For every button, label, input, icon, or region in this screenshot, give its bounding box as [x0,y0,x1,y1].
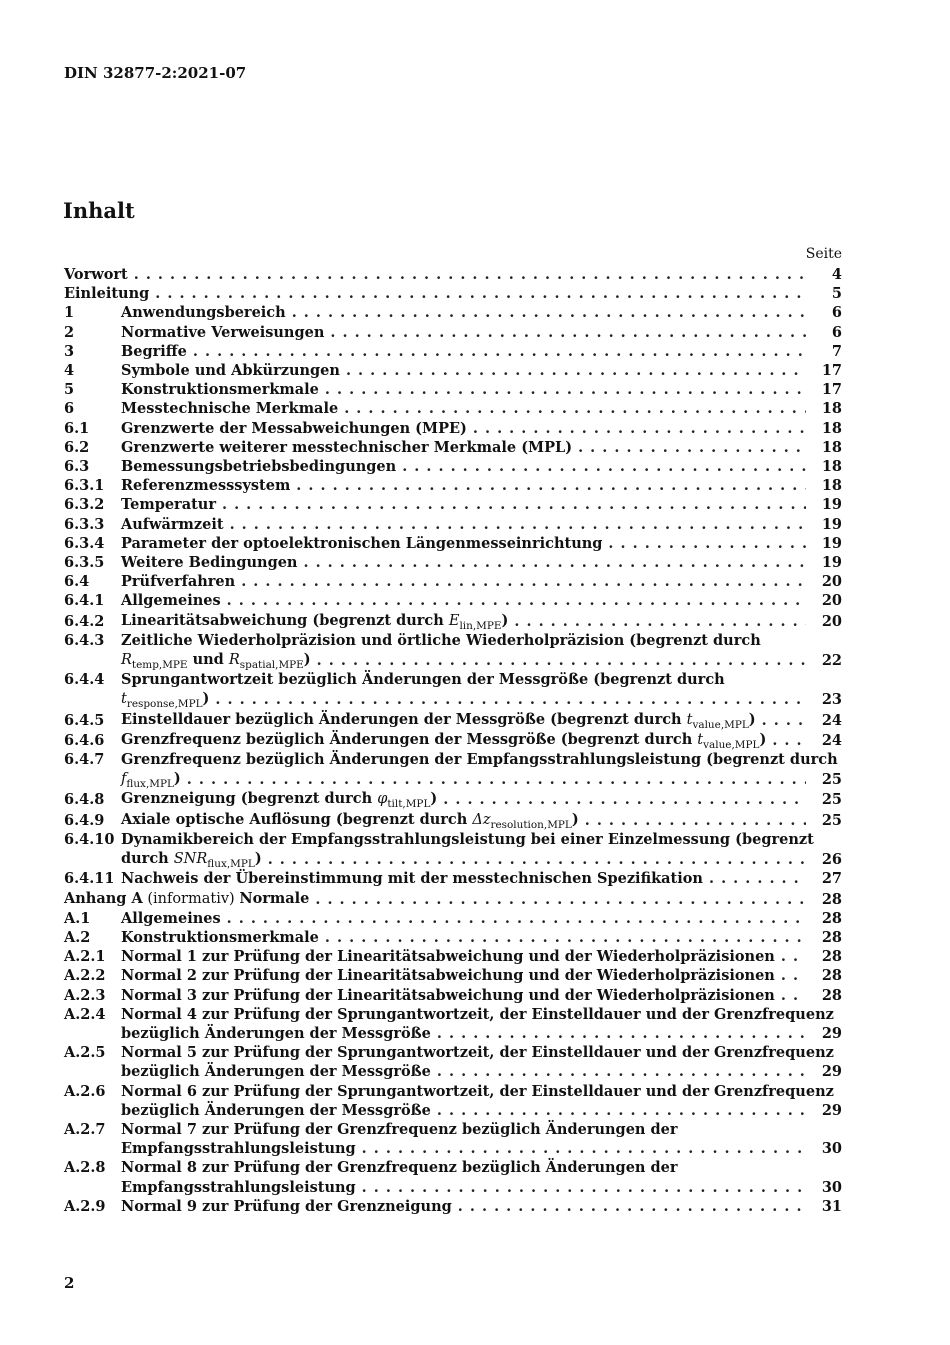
toc-entry-page: 24 [821,711,842,729]
toc-entry[interactable] [64,710,842,730]
toc-entry-page: 20 [821,573,842,591]
page-heading: Inhalt [63,198,135,223]
toc-entry-title: Empfangsstrahlungsleistung [121,1140,356,1158]
toc-entry[interactable] [64,476,842,495]
toc-entry-number: 6.4.1 [64,592,105,610]
table-of-contents [64,265,842,1216]
toc-entry-page: 29 [821,1101,842,1119]
toc-entry[interactable] [64,515,842,534]
toc-entry-title: durch $SNR_{flux,MPL}$) [121,850,262,871]
toc-entry-title: Symbole und Abkürzungen [121,362,340,380]
toc-entry[interactable] [64,810,842,830]
toc-entry-number: A.2.4 [64,1005,106,1023]
toc-entry[interactable] [64,361,842,380]
toc-entry-title-line: Normal 7 zur Prüfung der Grenzfrequenz bezüglich Änderungen der [121,1120,678,1138]
toc-entry-einleitung[interactable] [64,284,842,303]
toc-entry[interactable] [64,966,842,985]
toc-entry-title-line: Normal 6 zur Prüfung der Sprungantwortzeit, der Einstelldauer und der Grenzfrequenz [121,1082,834,1100]
toc-entry-page: 20 [821,612,842,630]
toc-entry-page: 19 [821,534,842,552]
toc-entry-vorwort[interactable] [64,265,842,284]
toc-entry-title: $R_{temp,MPE}$ und $R_{spatial,MPE}$) [121,651,311,672]
toc-entry-title-line: Normal 4 zur Prüfung der Sprungantwortzeit, der Einstelldauer und der Grenzfrequenz [121,1005,834,1023]
toc-entry[interactable] [64,380,842,399]
toc-entry-number: A.2.3 [64,986,106,1004]
toc-entry-page: 7 [831,342,842,360]
toc-entry[interactable] [64,750,842,789]
toc-entry-number: 6.4.11 [64,870,115,888]
toc-entry[interactable] [64,1043,842,1081]
toc-entry-page: 19 [821,496,842,514]
toc-entry-title: Vorwort [64,266,128,283]
toc-entry[interactable] [64,1005,842,1043]
toc-entry-title: Normal 2 zur Prüfung der Linearitätsabweichung und der Wiederholpräzisionen [121,967,775,985]
page-column-label: Seite [805,246,842,262]
toc-entry-page: 22 [821,652,842,670]
toc-entry[interactable] [64,1158,842,1196]
toc-entry-number: 6 [64,400,75,418]
toc-entry[interactable] [64,1197,842,1216]
toc-entry[interactable] [64,670,842,709]
toc-entry-number: 6.4.8 [64,791,105,809]
toc-entry-page: 24 [821,731,842,749]
toc-entry-page: 5 [831,285,842,303]
toc-entry-title: Grenzwerte der Messabweichungen (MPE) [121,419,467,437]
toc-entry-number: 6.3.5 [64,554,105,572]
toc-entry-page: 28 [821,948,842,966]
toc-entry-number: 6.3 [64,458,90,476]
toc-entry-title-line: Dynamikbereich der Empfangsstrahlungsleistung bei einer Einzelmessung (begrenzt [121,830,814,848]
toc-entry[interactable] [64,399,842,418]
toc-entry-number: 6.1 [64,419,90,437]
toc-entry[interactable] [64,591,842,610]
toc-entry-page: 26 [821,851,842,869]
toc-entry-title: Axiale optische Auflösung (begrenzt durch $\Delta z_{resolution,MPL}$) [121,810,579,831]
toc-entry-number: A.2.5 [64,1044,106,1062]
toc-entry[interactable] [64,909,842,928]
toc-entry-page: 18 [821,400,842,418]
toc-entry-title: Normative Verweisungen [121,323,325,341]
toc-entry-page: 19 [821,515,842,533]
toc-entry-title: Linearitätsabweichung (begrenzt durch $E_{lin,MPE}$) [121,611,509,632]
toc-entry-title: Anhang A (informativ) Normale [64,889,310,907]
toc-entry-title-line: Zeitliche Wiederholpräzision und örtliche Wiederholpräzision (begrenzt durch [121,631,761,649]
toc-entry-number: 5 [64,381,75,399]
toc-entry[interactable] [64,1120,842,1158]
toc-entry-page: 29 [821,1024,842,1042]
toc-entry-number: 6.4.2 [64,612,105,630]
toc-entry-title: Begriffe [121,342,187,360]
toc-entry[interactable] [64,323,842,342]
toc-entry-page: 30 [821,1178,842,1196]
toc-entry-title: bezüglich Änderungen der Messgröße [121,1063,431,1081]
toc-entry-title: Parameter der optoelektronischen Längenmesseinrichtung [121,534,603,552]
toc-entry-number: 6.3.4 [64,534,105,552]
toc-entry-title-line: Grenzfrequenz bezüglich Änderungen der Empfangsstrahlungsleistung (begrenzt durch [121,751,838,769]
toc-entry-number: 6.4 [64,573,90,591]
toc-entry-number: 4 [64,362,75,380]
toc-entry[interactable] [64,553,842,572]
toc-entry-title: Nachweis der Übereinstimmung mit der messtechnischen Spezifikation [121,870,703,888]
toc-entry-title: $t_{response,MPL}$) [121,690,210,711]
toc-entry[interactable] [64,631,842,670]
toc-entry-number: 6.4.9 [64,811,105,829]
toc-entry-title: Konstruktionsmerkmale [121,928,319,946]
toc-entry-page: 17 [821,381,842,399]
toc-entry-page: 18 [821,458,842,476]
toc-entry-title: Konstruktionsmerkmale [121,381,319,399]
toc-entry-page: 6 [831,323,842,341]
toc-entry-number: A.2.8 [64,1159,106,1177]
toc-entry-number: 6.4.7 [64,751,105,769]
toc-entry[interactable] [64,572,842,591]
toc-entry[interactable] [64,534,842,553]
toc-entry[interactable] [64,303,842,322]
toc-entry-number: A.2.6 [64,1082,106,1100]
toc-entry-number: 6.4.5 [64,711,105,729]
toc-entry-page: 29 [821,1063,842,1081]
toc-entry-title: Grenzwerte weiterer messtechnischer Merkmale (MPL) [121,438,573,456]
toc-entry[interactable] [64,789,842,809]
toc-entry-title: Grenzneigung (begrenzt durch $\varphi_{tilt,MPL}$) [121,790,438,811]
toc-entry-title: Normal 9 zur Prüfung der Grenzneigung [121,1197,452,1215]
toc-entry[interactable] [64,342,842,361]
toc-entry-page: 17 [821,362,842,380]
toc-entry[interactable] [64,730,842,750]
toc-entry-number: 6.4.4 [64,671,105,689]
toc-entry-title-line: Normal 8 zur Prüfung der Grenzfrequenz bezüglich Änderungen der [121,1159,678,1177]
toc-entry-page: 23 [821,691,842,709]
math-symbol: E [448,612,460,629]
toc-entry-number: 6.3.2 [64,496,105,514]
toc-entry-page: 4 [831,266,842,283]
toc-entry-page: 25 [821,791,842,809]
page-number: 2 [64,1274,75,1292]
toc-entry-anhang[interactable] [64,889,842,909]
toc-entry-page: 25 [821,811,842,829]
toc-entry-page: 18 [821,438,842,456]
toc-entry-title: $f_{flux,MPL}$) [121,770,181,791]
toc-entry[interactable] [64,869,842,888]
toc-entry[interactable] [64,1082,842,1120]
toc-entry-title: bezüglich Änderungen der Messgröße [121,1024,431,1042]
toc-entry-title: bezüglich Änderungen der Messgröße [121,1101,431,1119]
toc-entry-number: 6.4.6 [64,731,105,749]
toc-entry-number: 6.4.10 [64,830,115,848]
toc-entry[interactable] [64,495,842,514]
toc-entry-number: 2 [64,323,75,341]
toc-entry-number: A.2.2 [64,967,106,985]
toc-entry-title: Prüfverfahren [121,573,236,591]
toc-entry-title: Einstelldauer bezüglich Änderungen der Messgröße (begrenzt durch $t_{value,MPL}$) [121,710,756,731]
toc-entry[interactable] [64,457,842,476]
toc-entry[interactable] [64,611,842,631]
toc-entry[interactable] [64,830,842,869]
toc-entry[interactable] [64,419,842,438]
toc-entry-page: 28 [821,909,842,927]
toc-entry-number: 6.4.3 [64,631,105,649]
toc-entry-title: Weitere Bedingungen [121,554,298,572]
toc-entry[interactable] [64,928,842,947]
toc-entry-page: 28 [821,890,842,908]
toc-entry-title: Allgemeines [121,592,221,610]
toc-entry-page: 31 [821,1197,842,1215]
toc-entry[interactable] [64,947,842,966]
toc-entry-title: Normal 1 zur Prüfung der Linearitätsabweichung und der Wiederholpräzisionen [121,948,775,966]
toc-entry-title: Normal 3 zur Prüfung der Linearitätsabweichung und der Wiederholpräzisionen [121,986,775,1004]
toc-entry-title: Grenzfrequenz bezüglich Änderungen der Messgröße (begrenzt durch $t_{value,MPL}$) [121,730,767,751]
toc-entry-page: 19 [821,554,842,572]
toc-entry-number: A.2.7 [64,1120,106,1138]
toc-entry-title: Einleitung [64,285,150,303]
toc-entry[interactable] [64,986,842,1005]
toc-entry-title: Aufwärmzeit [121,515,224,533]
toc-entry-number: A.2.1 [64,948,106,966]
toc-entry-number: A.2 [64,928,91,946]
toc-entry-title: Bemessungsbetriebsbedingungen [121,458,397,476]
toc-entry-title: Anwendungsbereich [121,304,286,322]
toc-entry-page: 18 [821,419,842,437]
toc-entry-page: 6 [831,304,842,322]
toc-entry-title: Allgemeines [121,909,221,927]
toc-entry-title-line: Sprungantwortzeit bezüglich Änderungen der Messgröße (begrenzt durch [121,671,725,689]
toc-entry-title: Temperatur [121,496,216,514]
toc-entry-title: Messtechnische Merkmale [121,400,339,418]
toc-entry[interactable] [64,438,842,457]
toc-entry-number: 6.3.3 [64,515,105,533]
toc-entry-number: A.2.9 [64,1197,106,1215]
toc-entry-number: 6.3.1 [64,477,105,495]
toc-entry-title-line: Normal 5 zur Prüfung der Sprungantwortzeit, der Einstelldauer und der Grenzfrequenz [121,1044,834,1062]
toc-entry-number: 1 [64,304,75,322]
toc-entry-page: 28 [821,967,842,985]
toc-entry-number: 3 [64,342,75,360]
toc-entry-number: A.1 [64,909,91,927]
toc-entry-page: 30 [821,1140,842,1158]
toc-entry-page: 28 [821,986,842,1004]
toc-entry-page: 18 [821,477,842,495]
toc-entry-title: Referenzmesssystem [121,477,291,495]
toc-entry-page: 27 [821,870,842,888]
toc-entry-title: Empfangsstrahlungsleistung [121,1178,356,1196]
toc-entry-page: 25 [821,771,842,789]
toc-entry-page: 28 [821,928,842,946]
toc-entry-page: 20 [821,592,842,610]
toc-entry-number: 6.2 [64,438,90,456]
document-id: DIN 32877-2:2021-07 [64,64,247,82]
